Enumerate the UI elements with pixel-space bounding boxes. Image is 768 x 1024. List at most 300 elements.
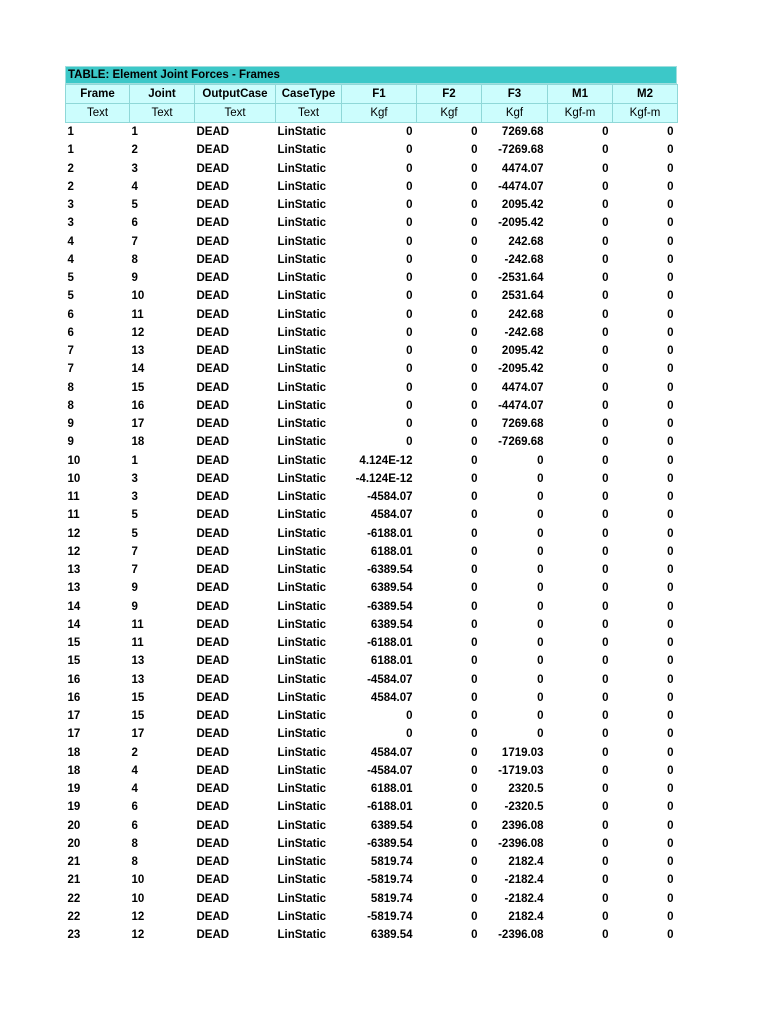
cell-casetype: LinStatic [277, 783, 327, 796]
cell-f2: 0 [471, 527, 478, 540]
cell-m1: 0 [602, 892, 609, 905]
cell-f3: 7269.68 [501, 126, 544, 139]
cell-f1: 0 [406, 381, 413, 394]
cell-f2: 0 [471, 418, 478, 431]
cell-m1: 0 [602, 801, 609, 814]
cell-m1: 0 [602, 144, 609, 157]
cell-m2: 0 [667, 710, 674, 723]
cell-f2: 0 [471, 600, 478, 613]
table-row [66, 634, 678, 652]
cell-outputcase: DEAD [196, 326, 230, 339]
cell-frame: 17 [67, 710, 81, 723]
cell-joint: 18 [131, 436, 145, 449]
cell-f1: 6389.54 [370, 929, 413, 942]
cell-m1: 0 [602, 290, 609, 303]
cell-casetype: LinStatic [277, 144, 327, 157]
column-unit-casetype: Text [276, 104, 342, 123]
column-unit-m2: Kgf-m [613, 104, 678, 123]
cell-f3: -2320.5 [504, 801, 544, 814]
cell-frame: 19 [67, 783, 81, 796]
cell-f1: 4584.07 [370, 746, 413, 759]
cell-joint: 15 [131, 381, 145, 394]
cell-frame: 14 [67, 618, 81, 631]
cell-f2: 0 [471, 326, 478, 339]
cell-f3: -1719.03 [498, 764, 544, 777]
cell-f1: 0 [406, 180, 413, 193]
column-header-f2: F2 [417, 85, 482, 104]
cell-m2: 0 [667, 217, 674, 230]
cell-outputcase: DEAD [196, 910, 230, 923]
cell-f1: -6188.01 [367, 801, 413, 814]
cell-casetype: LinStatic [277, 253, 327, 266]
cell-frame: 2 [67, 162, 74, 175]
cell-m1: 0 [602, 655, 609, 668]
cell-m1: 0 [602, 728, 609, 741]
cell-frame: 13 [67, 582, 81, 595]
cell-f1: 4584.07 [370, 691, 413, 704]
cell-m2: 0 [667, 856, 674, 869]
cell-joint: 10 [131, 892, 145, 905]
cell-m2: 0 [667, 764, 674, 777]
cell-f1: 4584.07 [370, 509, 413, 522]
cell-f2: 0 [471, 436, 478, 449]
cell-frame: 17 [67, 728, 81, 741]
cell-f3: 4474.07 [501, 381, 544, 394]
cell-m2: 0 [667, 326, 674, 339]
table-row [66, 652, 678, 670]
cell-m2: 0 [667, 418, 674, 431]
cell-f3: 2182.4 [508, 910, 544, 923]
cell-joint: 9 [131, 272, 138, 285]
cell-outputcase: DEAD [196, 235, 230, 248]
cell-joint: 1 [131, 126, 138, 139]
column-header-frame: Frame [66, 85, 130, 104]
cell-frame: 20 [67, 819, 81, 832]
cell-f3: 0 [537, 655, 544, 668]
table-row [66, 287, 678, 305]
cell-f3: 242.68 [508, 235, 544, 248]
cell-outputcase: DEAD [196, 600, 230, 613]
cell-m2: 0 [667, 199, 674, 212]
table-row [66, 379, 678, 397]
cell-f3: -2095.42 [498, 363, 544, 376]
cell-m1: 0 [602, 691, 609, 704]
cell-casetype: LinStatic [277, 162, 327, 175]
column-unit-joint: Text [130, 104, 195, 123]
cell-m1: 0 [602, 509, 609, 522]
cell-m1: 0 [602, 783, 609, 796]
cell-f2: 0 [471, 637, 478, 650]
cell-f1: -6389.54 [367, 837, 413, 850]
cell-f2: 0 [471, 399, 478, 412]
cell-casetype: LinStatic [277, 399, 327, 412]
cell-outputcase: DEAD [196, 545, 230, 558]
cell-m1: 0 [602, 618, 609, 631]
cell-frame: 16 [67, 673, 81, 686]
table-row [66, 890, 678, 908]
cell-m2: 0 [667, 454, 674, 467]
cell-f3: 242.68 [508, 308, 544, 321]
table-row [66, 908, 678, 926]
cell-frame: 8 [67, 381, 74, 394]
cell-m2: 0 [667, 819, 674, 832]
cell-f1: -6188.01 [367, 637, 413, 650]
cell-m1: 0 [602, 564, 609, 577]
table-row [66, 871, 678, 889]
cell-m1: 0 [602, 272, 609, 285]
cell-frame: 7 [67, 345, 74, 358]
cell-casetype: LinStatic [277, 509, 327, 522]
cell-outputcase: DEAD [196, 381, 230, 394]
cell-f2: 0 [471, 892, 478, 905]
cell-m1: 0 [602, 308, 609, 321]
cell-casetype: LinStatic [277, 728, 327, 741]
cell-m1: 0 [602, 819, 609, 832]
cell-f2: 0 [471, 509, 478, 522]
cell-casetype: LinStatic [277, 217, 327, 230]
cell-f1: 0 [406, 235, 413, 248]
cell-outputcase: DEAD [196, 892, 230, 905]
cell-m1: 0 [602, 418, 609, 431]
cell-f3: 0 [537, 509, 544, 522]
table-row [66, 671, 678, 689]
cell-f3: -4474.07 [498, 399, 544, 412]
cell-outputcase: DEAD [196, 564, 230, 577]
column-unit-outputcase: Text [195, 104, 276, 123]
cell-frame: 16 [67, 691, 81, 704]
table-row [66, 178, 678, 196]
cell-f1: 0 [406, 272, 413, 285]
cell-f3: 2531.64 [501, 290, 544, 303]
cell-frame: 9 [67, 418, 74, 431]
cell-m2: 0 [667, 746, 674, 759]
cell-outputcase: DEAD [196, 308, 230, 321]
cell-joint: 17 [131, 418, 145, 431]
cell-m1: 0 [602, 856, 609, 869]
column-header-f1: F1 [342, 85, 417, 104]
table-row [66, 762, 678, 780]
cell-m2: 0 [667, 491, 674, 504]
cell-frame: 5 [67, 272, 74, 285]
cell-outputcase: DEAD [196, 655, 230, 668]
cell-outputcase: DEAD [196, 691, 230, 704]
cell-m1: 0 [602, 491, 609, 504]
cell-f1: -4584.07 [367, 491, 413, 504]
cell-frame: 11 [67, 491, 80, 504]
cell-joint: 11 [131, 308, 144, 321]
column-unit-f3: Kgf [482, 104, 548, 123]
cell-outputcase: DEAD [196, 837, 230, 850]
cell-m1: 0 [602, 399, 609, 412]
cell-joint: 15 [131, 691, 145, 704]
cell-f3: -2396.08 [498, 929, 544, 942]
cell-f3: 0 [537, 691, 544, 704]
cell-f2: 0 [471, 217, 478, 230]
cell-outputcase: DEAD [196, 618, 230, 631]
cell-casetype: LinStatic [277, 363, 327, 376]
cell-casetype: LinStatic [277, 655, 327, 668]
cell-m2: 0 [667, 144, 674, 157]
cell-f2: 0 [471, 126, 478, 139]
cell-f1: 0 [406, 399, 413, 412]
cell-f2: 0 [471, 856, 478, 869]
cell-frame: 18 [67, 764, 81, 777]
cell-casetype: LinStatic [277, 454, 327, 467]
cell-frame: 6 [67, 308, 74, 321]
cell-f2: 0 [471, 345, 478, 358]
cell-outputcase: DEAD [196, 673, 230, 686]
cell-f2: 0 [471, 472, 478, 485]
cell-m2: 0 [667, 345, 674, 358]
cell-joint: 2 [131, 144, 138, 157]
cell-joint: 9 [131, 582, 138, 595]
cell-m1: 0 [602, 162, 609, 175]
table-row [66, 214, 678, 232]
cell-joint: 5 [131, 199, 138, 212]
cell-f1: 0 [406, 162, 413, 175]
table-body [66, 123, 678, 945]
table-row [66, 360, 678, 378]
cell-m2: 0 [667, 618, 674, 631]
cell-f1: 0 [406, 253, 413, 266]
column-unit-f2: Kgf [417, 104, 482, 123]
cell-f2: 0 [471, 290, 478, 303]
column-header-m2: M2 [613, 85, 678, 104]
cell-m2: 0 [667, 509, 674, 522]
cell-casetype: LinStatic [277, 290, 327, 303]
cell-f2: 0 [471, 819, 478, 832]
cell-f2: 0 [471, 144, 478, 157]
cell-f2: 0 [471, 929, 478, 942]
cell-f2: 0 [471, 491, 478, 504]
cell-f3: -2095.42 [498, 217, 544, 230]
cell-f2: 0 [471, 910, 478, 923]
cell-m1: 0 [602, 637, 609, 650]
cell-f2: 0 [471, 764, 478, 777]
cell-f2: 0 [471, 454, 478, 467]
cell-casetype: LinStatic [277, 491, 327, 504]
cell-m1: 0 [602, 126, 609, 139]
table-row [66, 160, 678, 178]
cell-joint: 3 [131, 472, 138, 485]
cell-joint: 2 [131, 746, 138, 759]
cell-casetype: LinStatic [277, 381, 327, 394]
cell-joint: 13 [131, 655, 145, 668]
table-row [66, 251, 678, 269]
cell-f1: -4584.07 [367, 673, 413, 686]
table-row [66, 543, 678, 561]
column-header-f3: F3 [482, 85, 548, 104]
cell-f3: -242.68 [504, 253, 544, 266]
cell-m2: 0 [667, 472, 674, 485]
cell-f1: 0 [406, 418, 413, 431]
cell-joint: 7 [131, 545, 138, 558]
cell-m1: 0 [602, 326, 609, 339]
cell-outputcase: DEAD [196, 764, 230, 777]
cell-outputcase: DEAD [196, 783, 230, 796]
cell-outputcase: DEAD [196, 363, 230, 376]
joint-forces-table [65, 84, 678, 944]
cell-casetype: LinStatic [277, 764, 327, 777]
cell-f1: 6188.01 [370, 655, 413, 668]
cell-outputcase: DEAD [196, 929, 230, 942]
cell-joint: 12 [131, 326, 145, 339]
cell-m2: 0 [667, 892, 674, 905]
cell-frame: 4 [67, 253, 74, 266]
cell-f2: 0 [471, 746, 478, 759]
cell-frame: 20 [67, 837, 81, 850]
cell-outputcase: DEAD [196, 637, 230, 650]
cell-joint: 8 [131, 253, 138, 266]
cell-f1: 6389.54 [370, 618, 413, 631]
cell-frame: 10 [67, 454, 81, 467]
cell-frame: 12 [67, 545, 81, 558]
cell-m2: 0 [667, 545, 674, 558]
cell-m1: 0 [602, 929, 609, 942]
cell-f3: -7269.68 [498, 436, 544, 449]
cell-m1: 0 [602, 253, 609, 266]
cell-m2: 0 [667, 180, 674, 193]
cell-joint: 3 [131, 162, 138, 175]
cell-f2: 0 [471, 253, 478, 266]
cell-casetype: LinStatic [277, 545, 327, 558]
cell-outputcase: DEAD [196, 527, 230, 540]
cell-joint: 8 [131, 856, 138, 869]
table-row [66, 233, 678, 251]
cell-outputcase: DEAD [196, 874, 230, 887]
cell-outputcase: DEAD [196, 582, 230, 595]
cell-f3: 2095.42 [501, 345, 544, 358]
cell-outputcase: DEAD [196, 509, 230, 522]
column-header-m1: M1 [548, 85, 613, 104]
cell-f2: 0 [471, 564, 478, 577]
cell-frame: 12 [67, 527, 81, 540]
cell-frame: 8 [67, 399, 74, 412]
cell-f1: -4.124E-12 [355, 472, 413, 485]
cell-f3: -4474.07 [498, 180, 544, 193]
cell-m1: 0 [602, 363, 609, 376]
cell-casetype: LinStatic [277, 892, 327, 905]
cell-casetype: LinStatic [277, 308, 327, 321]
table-row [66, 525, 678, 543]
cell-frame: 23 [67, 929, 81, 942]
cell-f3: -7269.68 [498, 144, 544, 157]
cell-frame: 3 [67, 217, 74, 230]
cell-f2: 0 [471, 837, 478, 850]
column-header-joint: Joint [130, 85, 195, 104]
cell-f3: -242.68 [504, 326, 544, 339]
cell-joint: 12 [131, 910, 145, 923]
cell-f1: 5819.74 [370, 892, 413, 905]
cell-frame: 14 [67, 600, 81, 613]
cell-f1: 6389.54 [370, 819, 413, 832]
cell-f2: 0 [471, 655, 478, 668]
cell-f2: 0 [471, 272, 478, 285]
table-row [66, 324, 678, 342]
cell-outputcase: DEAD [196, 162, 230, 175]
cell-casetype: LinStatic [277, 326, 327, 339]
cell-outputcase: DEAD [196, 126, 230, 139]
cell-m2: 0 [667, 272, 674, 285]
cell-m2: 0 [667, 235, 674, 248]
cell-outputcase: DEAD [196, 856, 230, 869]
cell-f1: 6188.01 [370, 783, 413, 796]
cell-casetype: LinStatic [277, 345, 327, 358]
cell-casetype: LinStatic [277, 126, 327, 139]
cell-outputcase: DEAD [196, 728, 230, 741]
cell-joint: 9 [131, 600, 138, 613]
cell-casetype: LinStatic [277, 618, 327, 631]
cell-f1: -6389.54 [367, 564, 413, 577]
cell-m1: 0 [602, 837, 609, 850]
cell-m2: 0 [667, 691, 674, 704]
table-row [66, 415, 678, 433]
cell-m2: 0 [667, 673, 674, 686]
cell-m2: 0 [667, 436, 674, 449]
cell-joint: 10 [131, 874, 145, 887]
cell-f2: 0 [471, 235, 478, 248]
table-row [66, 579, 678, 597]
cell-casetype: LinStatic [277, 600, 327, 613]
cell-outputcase: DEAD [196, 418, 230, 431]
cell-m2: 0 [667, 527, 674, 540]
cell-casetype: LinStatic [277, 180, 327, 193]
cell-f2: 0 [471, 162, 478, 175]
cell-joint: 16 [131, 399, 145, 412]
column-unit-f1: Kgf [342, 104, 417, 123]
cell-f3: 0 [537, 454, 544, 467]
cell-casetype: LinStatic [277, 582, 327, 595]
cell-frame: 4 [67, 235, 74, 248]
cell-casetype: LinStatic [277, 874, 327, 887]
cell-joint: 6 [131, 801, 138, 814]
cell-f3: 0 [537, 637, 544, 650]
cell-joint: 11 [131, 618, 144, 631]
cell-frame: 10 [67, 472, 81, 485]
cell-joint: 6 [131, 819, 138, 832]
cell-outputcase: DEAD [196, 272, 230, 285]
cell-joint: 4 [131, 764, 138, 777]
cell-frame: 21 [67, 856, 81, 869]
cell-m1: 0 [602, 472, 609, 485]
table-row [66, 780, 678, 798]
cell-frame: 5 [67, 290, 74, 303]
table-row [66, 506, 678, 524]
cell-joint: 15 [131, 710, 145, 723]
cell-m2: 0 [667, 910, 674, 923]
cell-outputcase: DEAD [196, 290, 230, 303]
cell-f2: 0 [471, 618, 478, 631]
cell-frame: 6 [67, 326, 74, 339]
cell-f2: 0 [471, 710, 478, 723]
cell-outputcase: DEAD [196, 472, 230, 485]
units-row [66, 104, 678, 123]
cell-casetype: LinStatic [277, 856, 327, 869]
cell-f1: -4584.07 [367, 764, 413, 777]
cell-f2: 0 [471, 363, 478, 376]
cell-m2: 0 [667, 126, 674, 139]
cell-outputcase: DEAD [196, 217, 230, 230]
table-row [66, 835, 678, 853]
cell-m2: 0 [667, 290, 674, 303]
cell-f2: 0 [471, 691, 478, 704]
table-row [66, 725, 678, 743]
cell-f1: 0 [406, 217, 413, 230]
cell-f3: 0 [537, 491, 544, 504]
cell-outputcase: DEAD [196, 710, 230, 723]
table-row [66, 470, 678, 488]
table-row [66, 817, 678, 835]
